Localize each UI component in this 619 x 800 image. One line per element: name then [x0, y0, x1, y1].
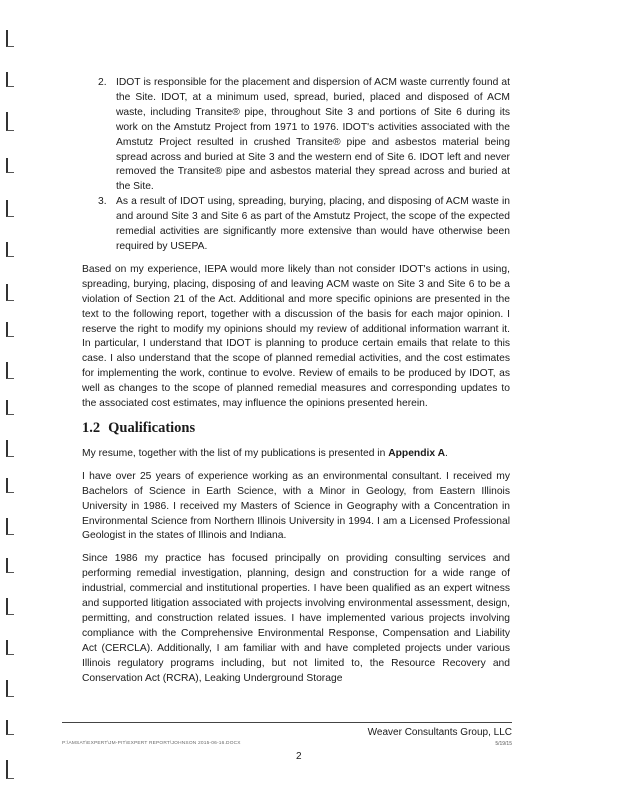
margin-mark [6, 558, 14, 573]
margin-mark [6, 518, 14, 535]
list-item [82, 195, 510, 255]
page-number: 2 [296, 751, 302, 762]
practice-paragraph: Since 1986 my practice has focused principally on providing consulting services and performing remedial investigation, planning, design and construction for a wide range of industrial, commercial and institutional properties. I have been qualified as an expert witness and supported litigation associated with projects involving environmental assessment, design, permitting, and construction related issues. I have implemented various projects involving compliance with the Comprehensive Environmental Response, Compensation and Liability Act (CERCLA). Additionally, I am familiar with and have completed projects under various Illinois regulatory programs including, but not limited to, the Resource Recovery and Conservation Act (RCRA), Leaking Underground Storage [82, 553, 510, 684]
resume-paragraph [82, 447, 510, 462]
margin-mark [6, 200, 14, 217]
margin-mark [6, 760, 14, 779]
margin-mark [6, 30, 14, 47]
margin-mark [6, 598, 14, 615]
list-item-text: IDOT is responsible for the placement and dispersion of ACM waste currently found at the Site. IDOT, at a minimum used, spread, buried, placed and disposed of ACM waste, including Transite® pipe, throughout Site 3 and portions of Site 6 during its work on the Amstutz Project from 1971 to 1976. IDOT's activities associated with the Amstutz Project resulted in crushed Transite® pipe and asbestos material being spread across and buried at Site 3 and the western end of Site 6. IDOT left and never removed the Transite® pipe and asbestos material they spread across and buried at the Site. [116, 77, 510, 193]
section-number: 1.2 [82, 419, 101, 436]
margin-mark [6, 440, 14, 457]
footer-rule [62, 722, 512, 723]
section-heading [82, 420, 510, 437]
margin-mark [6, 242, 14, 257]
margin-mark [6, 158, 14, 173]
margin-mark [6, 640, 14, 655]
footer-file-path: P:\AMSAT\EXPERT\JM-PIT\EXPERT REPORT\JOHNSON 2015-06-16.DOCX [62, 741, 241, 746]
margin-mark [6, 720, 14, 735]
margin-mark [6, 680, 14, 697]
resume-period: . [445, 447, 448, 459]
margin-mark [6, 400, 14, 415]
list-item-text: As a result of IDOT using, spreading, burying, placing, and disposing of ACM waste in and around Site 3 and Site 6 as part of the Amstutz Project, the scope of the expected remedial activities are significantly more extensive than would have otherwise been required by USEPA. [116, 196, 510, 252]
margin-mark [6, 112, 14, 131]
margin-mark [6, 322, 14, 337]
document-page [82, 76, 510, 687]
margin-mark [6, 478, 14, 493]
margin-mark [6, 362, 14, 379]
margin-mark [6, 72, 14, 87]
list-item [82, 76, 510, 195]
opinion-list [82, 76, 510, 255]
footer-date: 5/19/15 [495, 741, 512, 747]
appendix-reference: Appendix A [388, 447, 446, 459]
footer-firm-name: Weaver Consultants Group, LLC [367, 727, 512, 738]
list-item-number: 2. [98, 77, 107, 88]
section-title: Qualifications [108, 419, 196, 436]
resume-text: My resume, together with the list of my publications is presented in [82, 447, 389, 459]
opinion-paragraph: Based on my experience, IEPA would more likely than not consider IDOT's actions in using, spreading, burying, placing, disposing of and leaving ACM waste on Site 3 and Site 6 to be a violation of Section 21 of the Act. Additional and more specific opinions are presented in the text to the following report, together with a discussion of the basis for each major opinion. I reserve the right to modify my opinions should my review of additional information warrant it. In particular, I understand that IDOT is planning to produce certain emails that relate to this case. I also understand that the scope of planned remedial activities, and the cost estimates for implementing the work, continue to evolve. Review of emails to be produced by IDOT, as well as changes to the scope of planned remedial measures and corresponding updates to the associated cost estimates, may influence the opinions presented herein. [82, 263, 510, 410]
list-item-number: 3. [98, 196, 107, 208]
bates-margin-marks [2, 0, 20, 800]
margin-mark [6, 284, 14, 301]
experience-paragraph: I have over 25 years of experience working as an environmental consultant. I received my Bachelors of Science in Earth Science, with a Minor in Geology, from Eastern Illinois University in 1986. I received my Masters of Science in Geography with a Concentration in Environmental Science from Northern Illinois University in 1994. I am a Licensed Professional Geologist in the states of Illinois and Indiana. [82, 470, 510, 542]
